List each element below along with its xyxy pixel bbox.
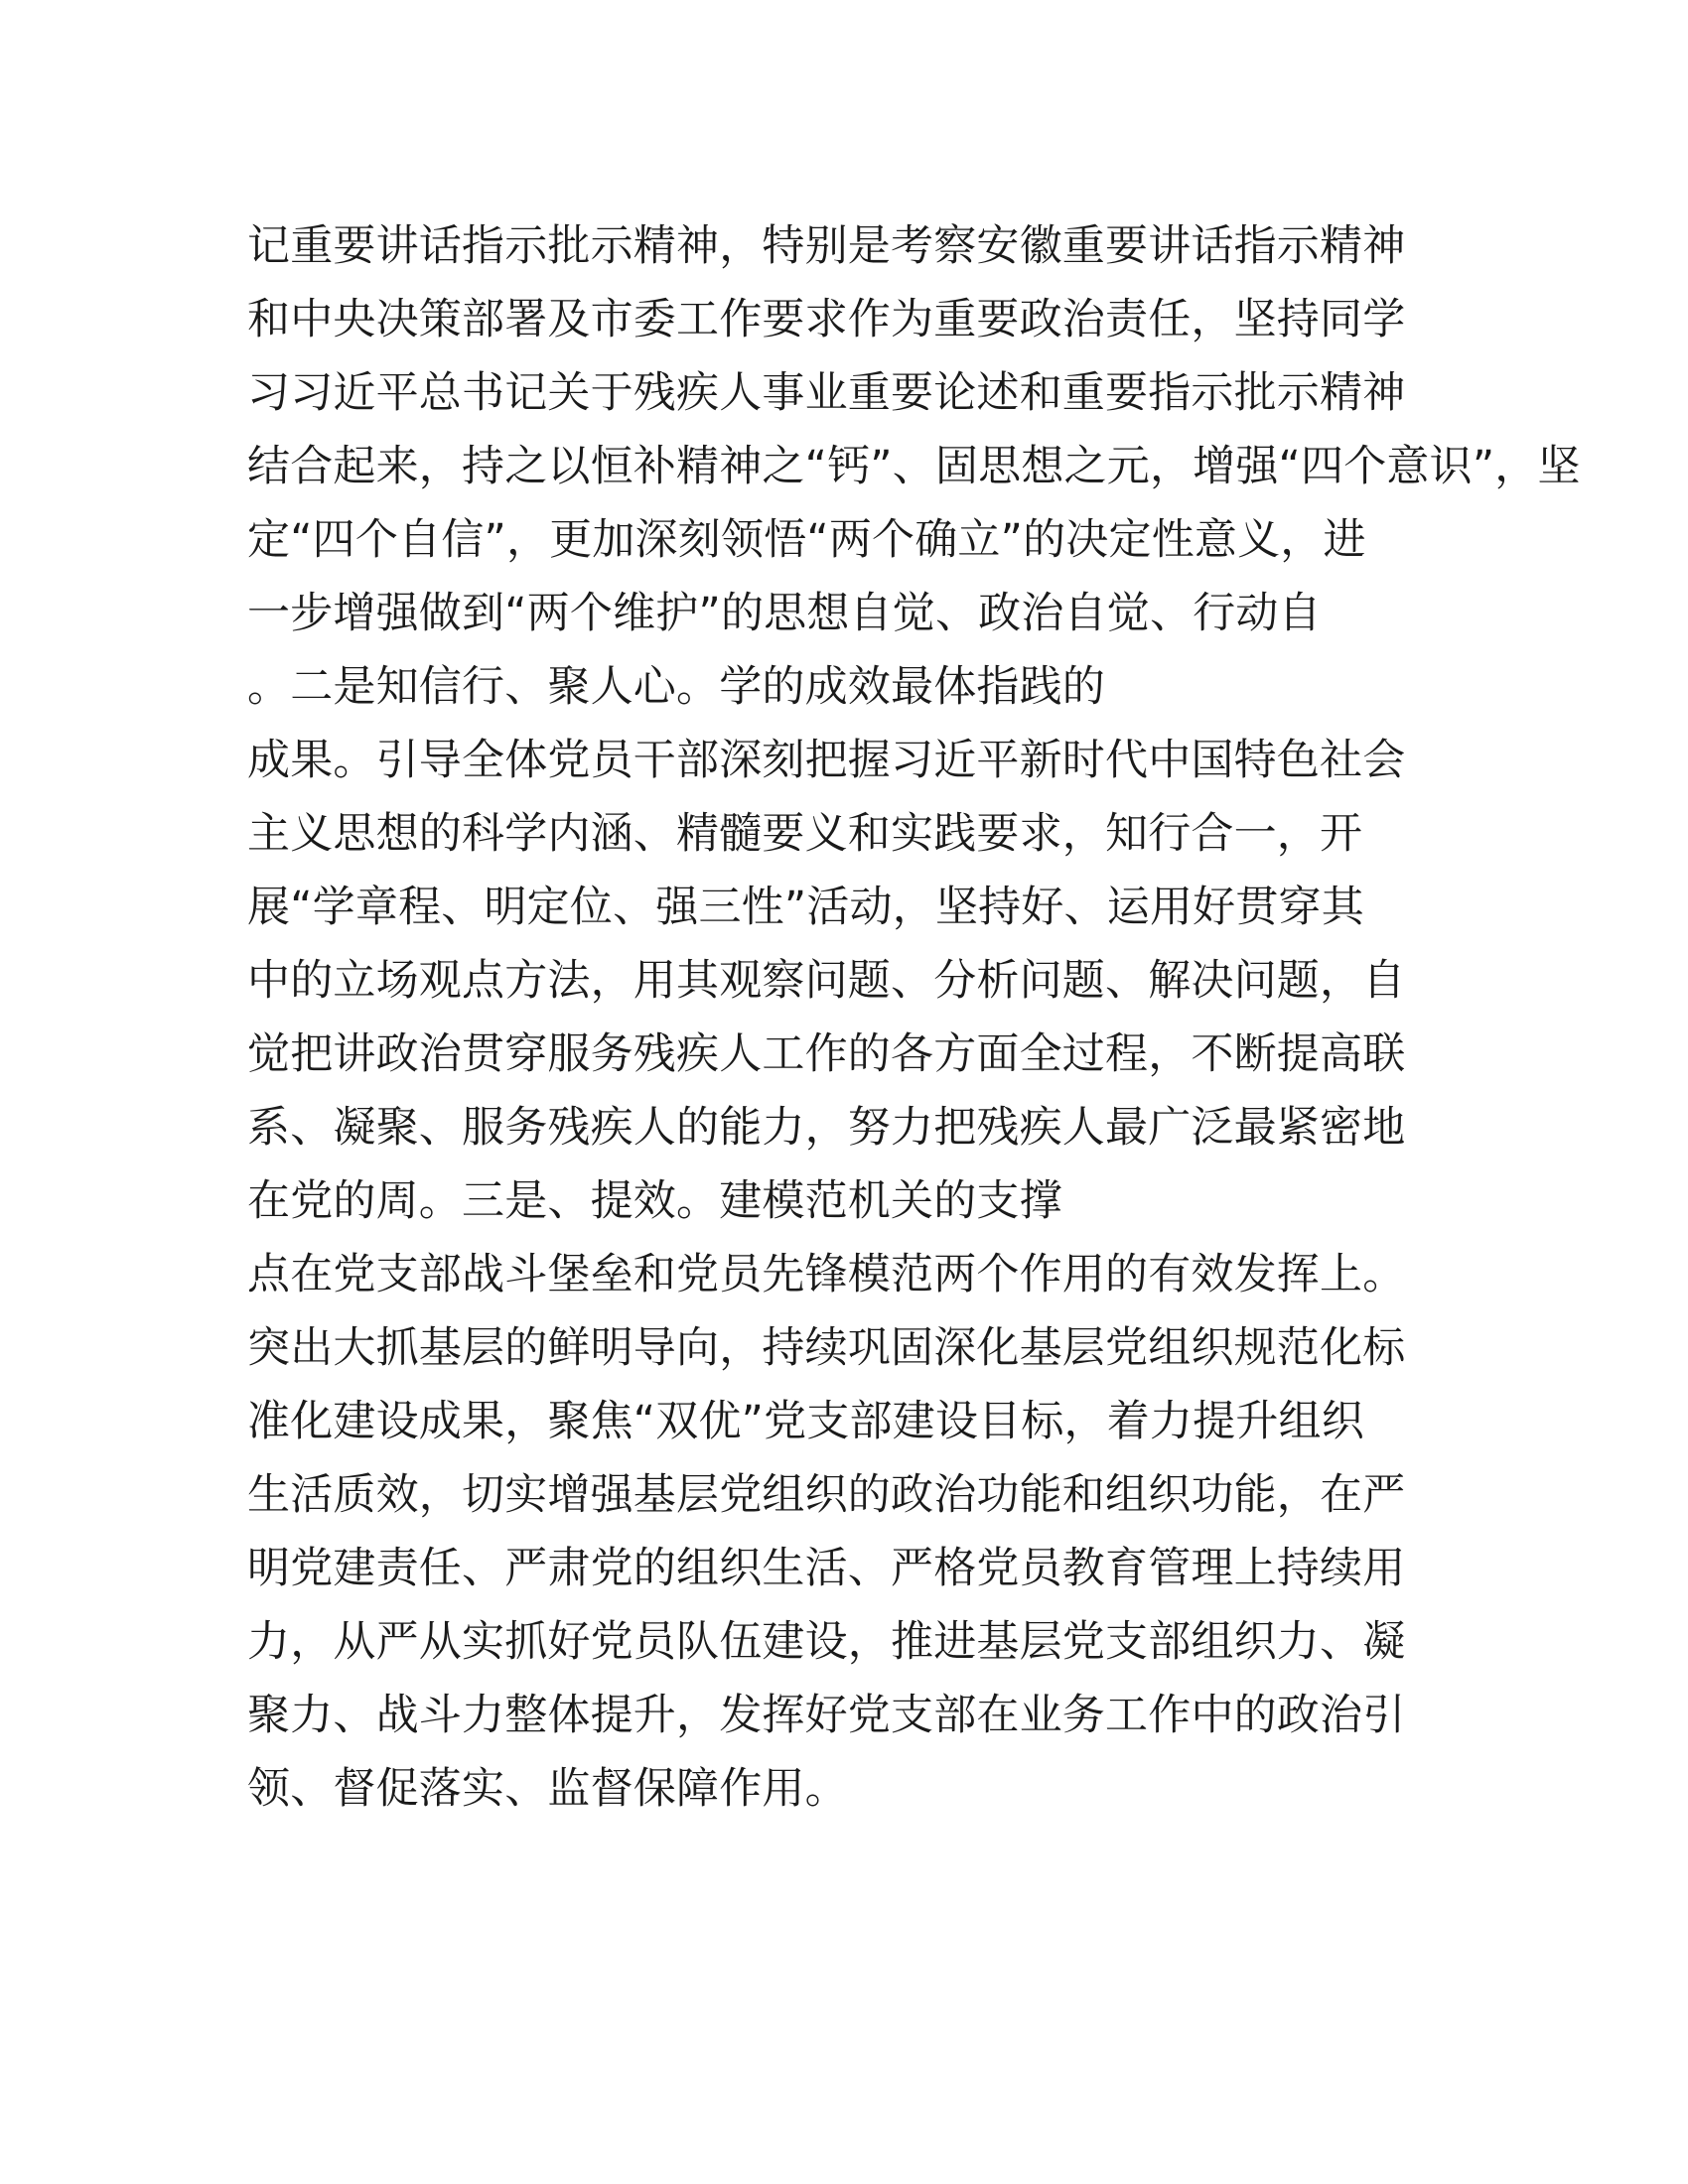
body-text-line: 准化建设成果，聚焦“双优”党支部建设目标，着力提升组织 xyxy=(247,1397,1364,1446)
body-text-line: 聚力、战斗力整体提升，发挥好党支部在业务工作中的政治引 xyxy=(247,1691,1406,1740)
body-text-line: 结合起来，持之以恒补精神之“钙”、固思想之元，增强“四个意识”，坚 xyxy=(247,442,1581,491)
body-text-line: 明党建责任、严肃党的组织生活、严格党员教育管理上持续用 xyxy=(247,1544,1406,1593)
body-text-line: 成果。引导全体党员干部深刻把握习近平新时代中国特色社会 xyxy=(247,736,1406,785)
body-text-line: 在党的周。三是、提效。建模范机关的支撑 xyxy=(247,1176,1062,1226)
body-text-line: 点在党支部战斗堡垒和党员先锋模范两个作用的有效发挥上。 xyxy=(247,1250,1406,1299)
body-text-line: 一步增强做到“两个维护”的思想自觉、政治自觉、行动自 xyxy=(247,589,1322,638)
body-text-line: 。二是知信行、聚人心。学的成效最体指践的 xyxy=(247,662,1105,712)
body-text-line: 和中央决策部署及市委工作要求作为重要政治责任，坚持同学 xyxy=(247,295,1406,344)
body-text-line: 展“学章程、明定位、强三性”活动，坚持好、运用好贯穿其 xyxy=(247,883,1364,932)
body-text-line: 力，从严从实抓好党员队伍建设，推进基层党支部组织力、凝 xyxy=(247,1617,1406,1667)
body-text-line: 中的立场观点方法，用其观察问题、分析问题、解决问题，自 xyxy=(247,956,1406,1006)
body-text-line: 习习近平总书记关于残疾人事业重要论述和重要指示批示精神 xyxy=(247,368,1406,418)
body-text-line: 生活质效，切实增强基层党组织的政治功能和组织功能，在严 xyxy=(247,1470,1406,1520)
body-text-line: 定“四个自信”，更加深刻领悟“两个确立”的决定性意义，进 xyxy=(247,515,1366,565)
body-text-line: 记重要讲话指示批示精神，特别是考察安徽重要讲话指示精神 xyxy=(247,221,1406,271)
body-text-line: 领、督促落实、监督保障作用。 xyxy=(247,1764,848,1814)
body-text-line: 觉把讲政治贯穿服务残疾人工作的各方面全过程，不断提高联 xyxy=(247,1029,1406,1079)
body-text-line: 突出大抓基层的鲜明导向，持续巩固深化基层党组织规范化标 xyxy=(247,1323,1406,1373)
body-text-line: 主义思想的科学内涵、精髓要义和实践要求，知行合一，开 xyxy=(247,809,1363,859)
body-text-line: 系、凝聚、服务残疾人的能力，努力把残疾人最广泛最紧密地 xyxy=(247,1103,1406,1153)
